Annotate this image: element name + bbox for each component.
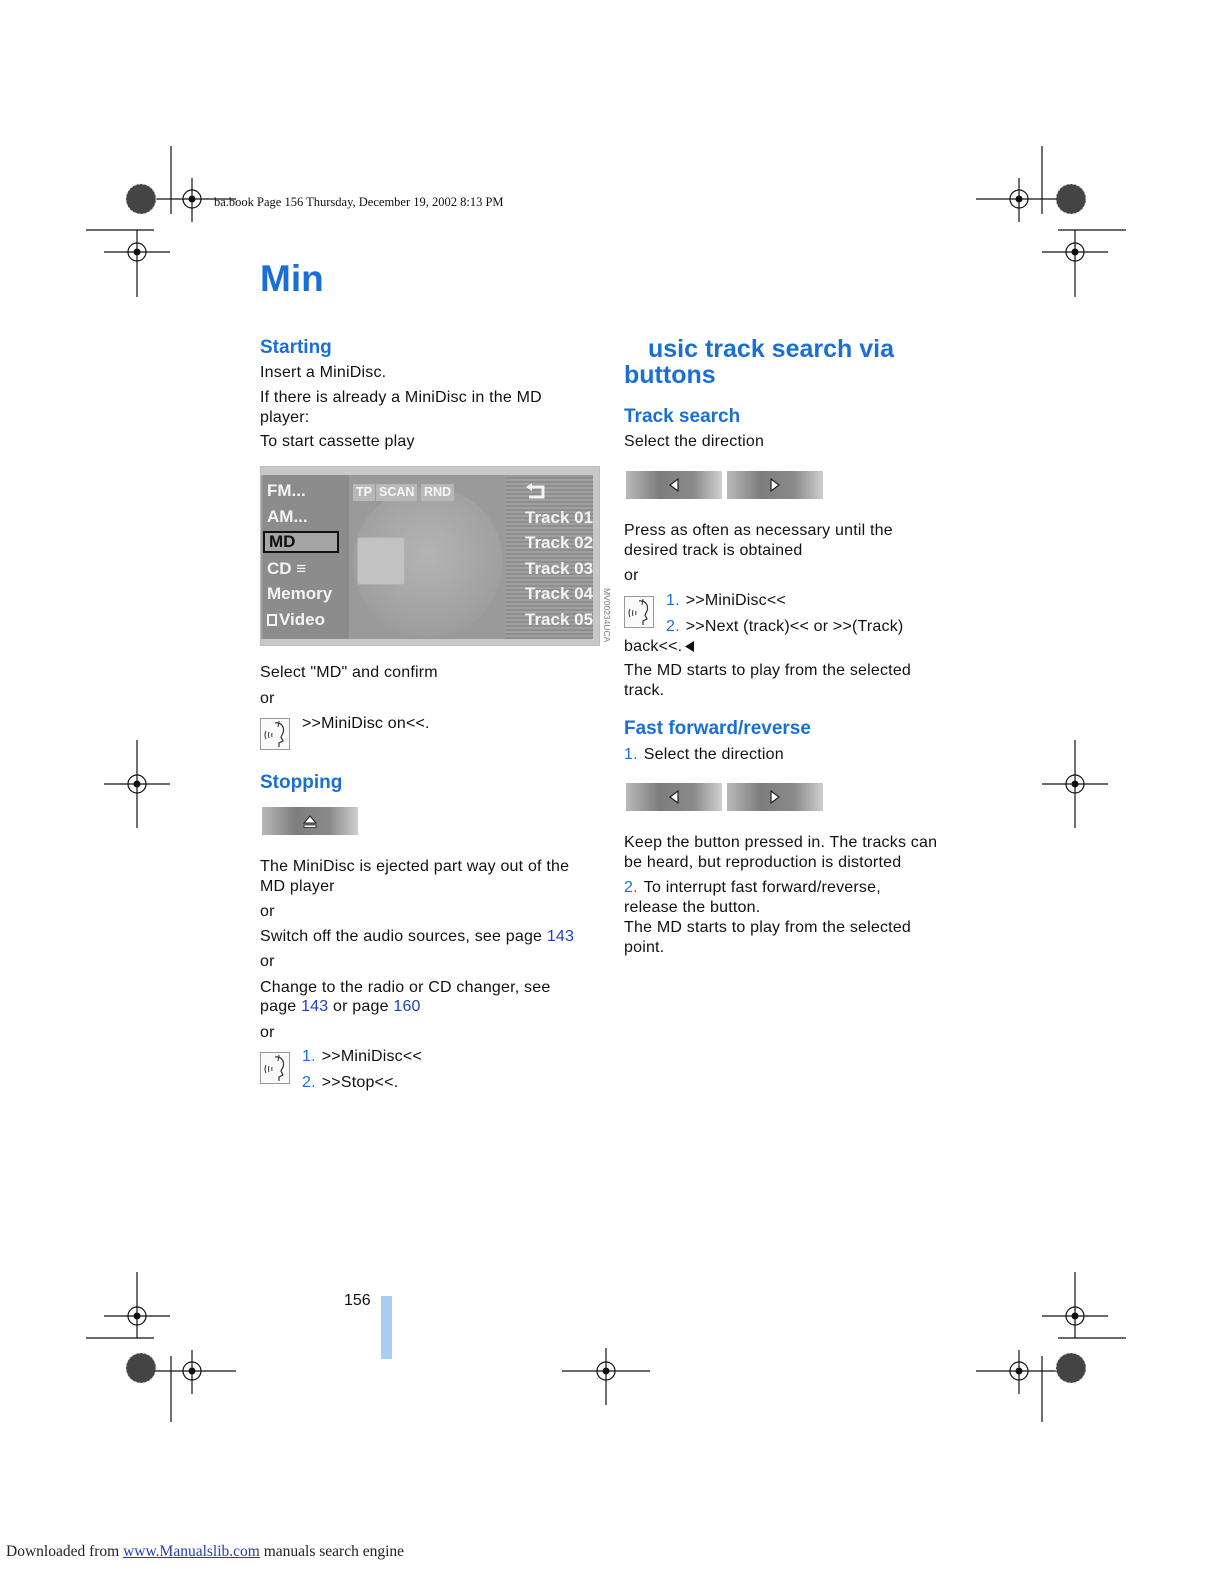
voice-step-continued bbox=[624, 637, 695, 657]
forward-button[interactable] bbox=[727, 783, 823, 811]
menu-item-md[interactable]: MD bbox=[263, 531, 339, 553]
menu-item-video-label: Video bbox=[279, 610, 325, 629]
starting-text: player: bbox=[260, 409, 310, 426]
ff-step bbox=[624, 878, 881, 898]
left-arrow-icon bbox=[668, 478, 680, 492]
eject-button[interactable] bbox=[262, 807, 358, 835]
voice-step bbox=[302, 1073, 398, 1093]
voice-command-icon bbox=[624, 596, 654, 628]
ff-text: The MD starts to play from the selected bbox=[624, 919, 912, 936]
voice-step bbox=[666, 591, 786, 611]
step-text: >>Stop<<. bbox=[321, 1074, 399, 1091]
ff-text: Keep the button pressed in. The tracks can bbox=[624, 834, 938, 851]
onboard-monitor-screen bbox=[260, 466, 600, 646]
video-icon bbox=[267, 614, 277, 626]
track-search-text: The MD starts to play from the selected bbox=[624, 662, 912, 679]
starting-heading: Starting bbox=[260, 337, 332, 358]
reverse-button[interactable] bbox=[626, 783, 722, 811]
voice-step bbox=[302, 1047, 422, 1067]
step-number: 2. bbox=[302, 1074, 316, 1091]
cover-thumbnail bbox=[357, 537, 405, 585]
scan-button[interactable]: SCAN bbox=[376, 484, 417, 501]
ff-text: point. bbox=[624, 939, 665, 956]
screen-frame-line bbox=[261, 467, 600, 475]
starting-text: Insert a MiniDisc. bbox=[260, 364, 387, 381]
stopping-text bbox=[260, 997, 421, 1017]
or-text: or bbox=[260, 953, 275, 970]
page-link-160[interactable]: 160 bbox=[393, 998, 421, 1015]
track-search-text: track. bbox=[624, 682, 665, 699]
ff-text: be heard, but reproduction is distorted bbox=[624, 854, 902, 871]
track-search-heading: Track search bbox=[624, 406, 741, 427]
footer bbox=[6, 1543, 404, 1561]
fast-forward-heading: Fast forward/reverse bbox=[624, 718, 811, 739]
step-number: 2. bbox=[624, 879, 638, 896]
footer-text: Downloaded from bbox=[6, 1543, 120, 1560]
page-number: 156 bbox=[344, 1292, 371, 1309]
step-number: 1. bbox=[624, 746, 638, 763]
previous-button[interactable] bbox=[626, 471, 722, 499]
stopping-text-part: or page bbox=[333, 998, 389, 1015]
eject-icon bbox=[303, 815, 317, 828]
or-text: or bbox=[260, 903, 275, 920]
left-arrow-icon bbox=[668, 790, 680, 804]
step-text: Select the direction bbox=[643, 746, 784, 763]
step-number: 1. bbox=[666, 592, 680, 609]
ff-text: release the button. bbox=[624, 899, 761, 916]
next-button[interactable] bbox=[727, 471, 823, 499]
voice-command-icon bbox=[260, 1052, 290, 1084]
screen-frame-line bbox=[261, 639, 600, 646]
step-text: >>MiniDisc<< bbox=[685, 592, 786, 609]
page-tab-marker bbox=[381, 1296, 392, 1359]
stopping-text: MD player bbox=[260, 878, 335, 895]
menu-item-fm[interactable]: FM... bbox=[267, 481, 306, 500]
return-icon[interactable] bbox=[525, 483, 547, 501]
voice-step bbox=[666, 617, 903, 637]
ff-step bbox=[624, 745, 784, 765]
starting-text: If there is already a MiniDisc in the MD bbox=[260, 389, 542, 406]
step-text: >>Next (track)<< or >>(Track) bbox=[685, 618, 904, 635]
stopping-text-part: page bbox=[260, 998, 297, 1015]
track-search-text: Press as often as necessary until the bbox=[624, 522, 893, 539]
chapter-title: Min bbox=[260, 258, 324, 299]
select-md-text: Select "MD" and confirm bbox=[260, 664, 438, 681]
voice-command-icon bbox=[260, 718, 290, 750]
print-header: ba.book Page 156 Thursday, December 19, 2002 8:13 PM bbox=[214, 195, 504, 209]
step-text: >>MiniDisc<< bbox=[321, 1048, 422, 1065]
screen-frame-line bbox=[593, 467, 600, 646]
stopping-text: Change to the radio or CD changer, see bbox=[260, 979, 551, 996]
section-heading: buttons bbox=[624, 361, 716, 389]
menu-item-am[interactable]: AM... bbox=[267, 507, 308, 526]
stopping-text: The MiniDisc is ejected part way out of the bbox=[260, 858, 570, 875]
stopping-text-part: Switch off the audio sources, see page bbox=[260, 928, 543, 945]
step-text: To interrupt fast forward/reverse, bbox=[643, 879, 881, 896]
step-number: 2. bbox=[666, 618, 680, 635]
track-item[interactable]: Track 03 bbox=[525, 559, 594, 578]
track-item[interactable]: Track 05 bbox=[525, 610, 594, 629]
right-arrow-icon bbox=[769, 790, 781, 804]
end-of-section-icon bbox=[684, 641, 695, 652]
or-text: or bbox=[624, 567, 639, 584]
step-text: back<<. bbox=[624, 638, 683, 655]
track-search-text: Select the direction bbox=[624, 433, 765, 450]
track-item[interactable]: Track 02 bbox=[525, 533, 594, 552]
or-text: or bbox=[260, 1024, 275, 1041]
rnd-button[interactable]: RND bbox=[421, 484, 454, 501]
menu-item-video[interactable] bbox=[267, 610, 325, 630]
section-heading: usic track search via bbox=[648, 335, 894, 363]
stopping-heading: Stopping bbox=[260, 772, 343, 793]
or-text: or bbox=[260, 690, 275, 707]
stopping-text bbox=[260, 927, 574, 947]
track-search-text: desired track is obtained bbox=[624, 542, 803, 559]
footer-link[interactable]: www.Manualslib.com bbox=[123, 1543, 260, 1560]
menu-item-memory[interactable]: Memory bbox=[267, 584, 333, 603]
page-link-143[interactable]: 143 bbox=[546, 928, 575, 945]
footer-text: manuals search engine bbox=[263, 1543, 405, 1560]
page-link-143[interactable]: 143 bbox=[301, 998, 329, 1015]
image-code: MV00234UCA bbox=[602, 588, 612, 643]
track-item[interactable]: Track 01 bbox=[525, 508, 594, 527]
right-arrow-icon bbox=[769, 478, 781, 492]
voice-command-text: >>MiniDisc on<<. bbox=[302, 715, 430, 732]
menu-item-cd[interactable]: CD ≡ bbox=[267, 559, 307, 578]
tp-button[interactable]: TP bbox=[353, 484, 375, 501]
step-number: 1. bbox=[302, 1048, 316, 1065]
track-item[interactable]: Track 04 bbox=[525, 584, 594, 603]
starting-text: To start cassette play bbox=[260, 433, 415, 450]
